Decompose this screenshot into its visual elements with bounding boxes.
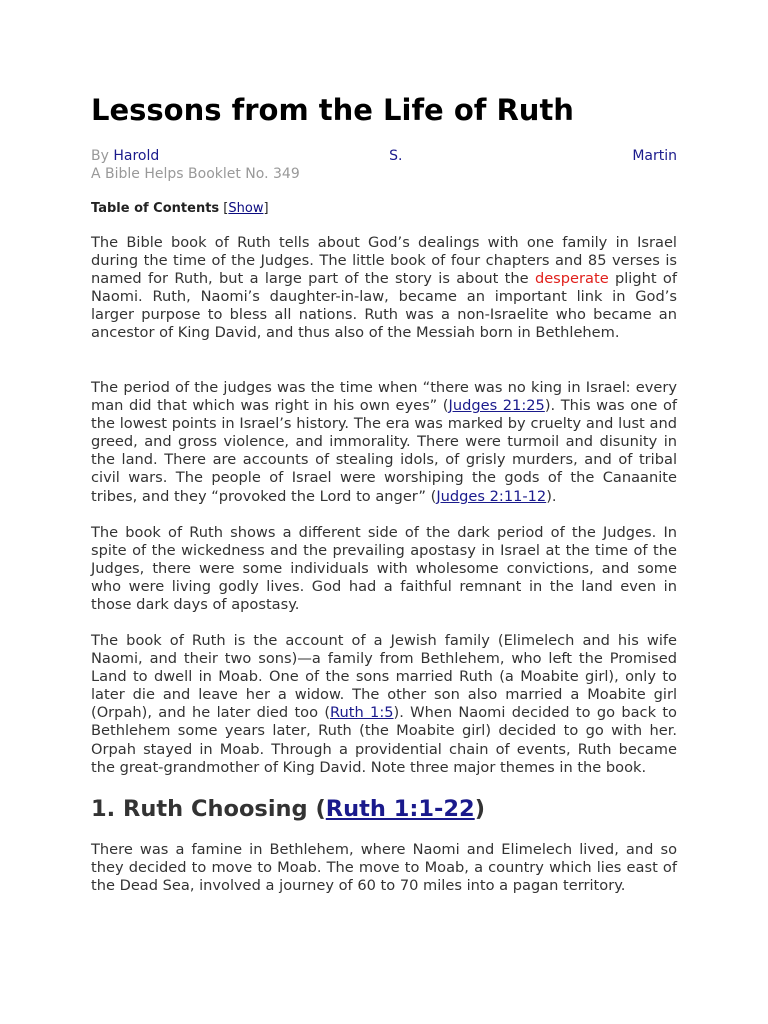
section-heading-ruth-choosing [91,793,485,825]
paragraph-text: plight of Naomi. Ruth, Naomi’s daughter-in-law, became an important link in God’s larger purpose to bless all nations. Ruth was a non-Israelite who became an ancestor of King David, and thus also of the Messiah born in Bethlehem. [91,270,677,342]
toc-label: Table of Contents [91,201,220,216]
author-middle-name[interactable]: S. [389,148,403,164]
paragraph-text: ). When Naomi decided to go back to Bethlehem some years later, Ruth (the Moabite girl) decided to go with her. Orpah stayed in Moab. Through a providential chain of events, Ruth became the great-grandmother of King David. Note three major themes in the book. [91,704,677,776]
paragraph-text: The book of Ruth is the account of a Jewish family (Elimelech and his wife Naomi, and their two sons)—a family from Bethlehem, who left the Promised Land to dwell in Moab. One of the sons married Ruth (a Moabite girl), only to later die and leave her a widow. The other son also married a Moabite girl (Orpah), and he later died too ( [91,632,677,722]
scripture-link-ruth-1-1-22[interactable]: Ruth 1:1-22 [325,796,475,822]
section-heading-text: ) [474,796,485,822]
paragraph-text: The period of the judges was the time when “there was no king in Israel: every man did that which was right in his own eyes” ( [91,379,677,415]
toc-show-link[interactable]: Show [228,201,264,216]
section-heading-text: 1. Ruth Choosing ( [91,796,326,822]
paragraph-text: The Bible book of Ruth tells about God’s dealings with one family in Israel during the time of the Judges. The little book of four chapters and 85 verses is named for Ruth, but a large part of the story is about the [91,234,677,288]
toc-open-bracket: [ [223,201,229,216]
paragraph-family [91,632,677,777]
scripture-link-judges-2-11-12[interactable]: Judges 2:11-12 [436,487,547,505]
paragraph-intro [91,234,677,343]
author-row [91,147,677,165]
scripture-link-ruth-1-5[interactable]: Ruth 1:5 [330,704,394,722]
highlighted-word: desperate [534,270,609,288]
paragraph-text: ). [546,487,557,505]
booklet-subtitle: A Bible Helps Booklet No. 349 [91,166,300,182]
byline [91,147,677,183]
by-label: By [91,148,109,164]
page-title: Lessons from the Life of Ruth [91,93,574,127]
paragraph-text: ). This was one of the lowest points in Israel’s history. The era was marked by cruelty and lust and greed, and gross violence, and immorality. There were turmoil and disunity in the land. There are accounts of stealing idols, of grisly murders, and of tribal civil wars. The people of Israel were worshiping the gods of the Canaanite tribes, and they “provoked the Lord to anger” ( [91,397,678,505]
paragraph-dark-period: The book of Ruth shows a different side of the dark period of the Judges. In spite of the wickedness and the prevailing apostasy in Israel at the time of the Judges, there were some individuals with wholesome convictions, and some who were living godly lives. God had a faithful remnant in the land even in those dark days of apostasy. [91,524,677,614]
paragraph-judges [91,379,677,506]
scripture-link-judges-21-25[interactable]: Judges 21:25 [448,397,545,415]
table-of-contents [91,200,269,217]
author-last-name[interactable]: Martin [632,148,677,164]
author-first-name[interactable]: Harold [113,148,160,164]
paragraph-famine: There was a famine in Bethlehem, where Naomi and Elimelech lived, and so they decided to move to Moab. The move to Moab, a country which lies east of the Dead Sea, involved a journey of 60 to 70 miles into a pagan territory. [91,841,677,895]
author-first [91,147,159,165]
toc-close-bracket: ] [263,201,269,216]
